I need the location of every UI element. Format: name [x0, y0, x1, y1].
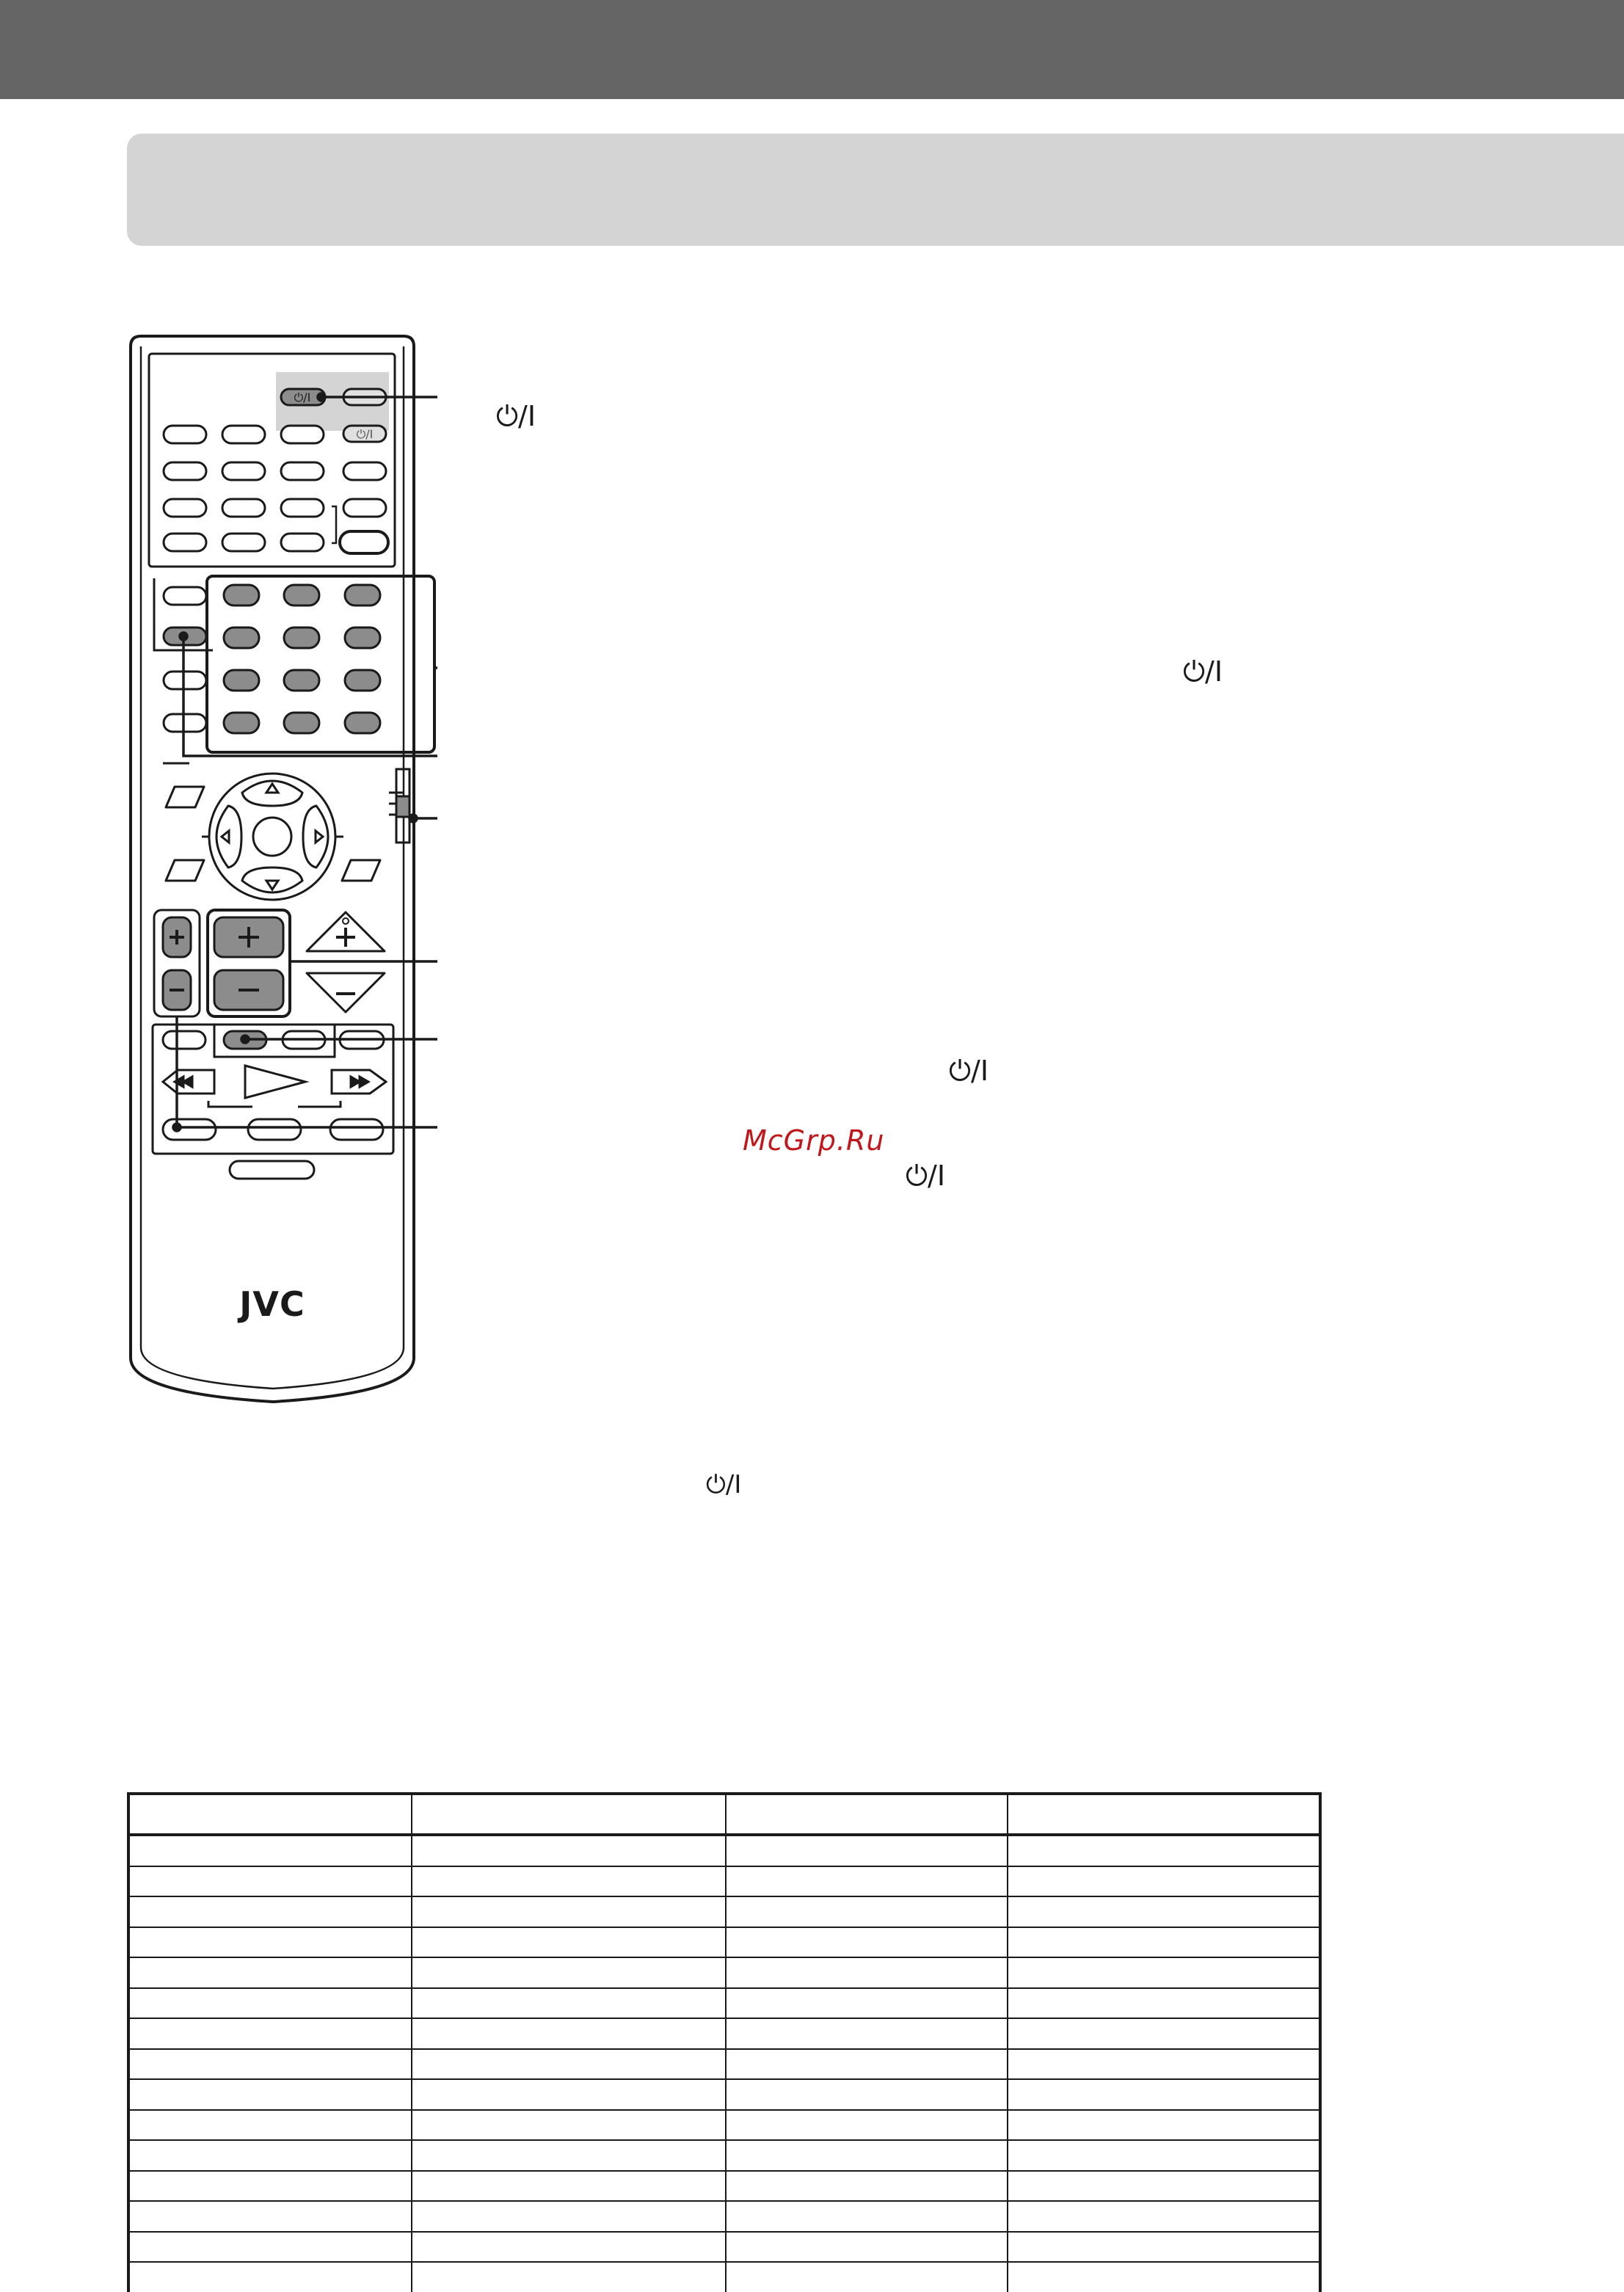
table-cell	[726, 1866, 1008, 1897]
table-row	[128, 1957, 1320, 1988]
table-cell	[128, 1927, 412, 1958]
table-cell	[726, 1927, 1008, 1958]
table-cell	[1008, 1988, 1320, 2019]
table-cell	[1008, 1927, 1320, 1958]
table-cell	[128, 2018, 412, 2049]
table-row	[128, 2171, 1320, 2202]
table-cell	[412, 2079, 726, 2110]
spec-table	[127, 1792, 1322, 2292]
table-cell	[412, 2262, 726, 2292]
remote-brand-logo: JVC	[239, 1284, 305, 1324]
table-cell	[1008, 2171, 1320, 2202]
table-cell	[726, 2140, 1008, 2171]
table-row	[128, 2232, 1320, 2263]
table-cell	[128, 2171, 412, 2202]
table-cell	[726, 2018, 1008, 2049]
table-cell	[412, 1927, 726, 1958]
table-cell	[412, 2140, 726, 2171]
table-cell	[412, 1866, 726, 1897]
table-cell	[726, 2201, 1008, 2232]
table-row	[128, 1988, 1320, 2019]
table-cell	[128, 2232, 412, 2263]
table-cell	[1008, 2232, 1320, 2263]
table-cell	[726, 1957, 1008, 1988]
table-row	[128, 1927, 1320, 1958]
play-button	[245, 1066, 305, 1098]
numeric-keypad	[224, 585, 380, 733]
table-header-row	[128, 1794, 1320, 1835]
table-cell	[1008, 1896, 1320, 1927]
table-cell	[412, 2110, 726, 2141]
enter-button	[253, 818, 291, 856]
footer-power-symbol: ⏻/I	[706, 1470, 742, 1499]
callout-power-symbol: ⏻/I	[949, 1055, 989, 1087]
callout-power-symbol: ⏻/I	[906, 1160, 946, 1192]
table-cell	[128, 2049, 412, 2080]
table-cell	[1008, 1957, 1320, 1988]
table-cell	[412, 1835, 726, 1866]
watermark: McGrp.Ru	[743, 1124, 885, 1157]
source-power-button-label: ⏻/I	[356, 427, 374, 441]
table-cell	[1008, 2262, 1320, 2292]
table-cell	[726, 1988, 1008, 2019]
table-row	[128, 2110, 1320, 2141]
table-cell	[412, 2232, 726, 2263]
table-cell	[1008, 2201, 1320, 2232]
table-cell	[726, 2049, 1008, 2080]
table-cell	[412, 2201, 726, 2232]
table-cell	[128, 1866, 412, 1897]
table-cell	[726, 2262, 1008, 2292]
table-row	[128, 2049, 1320, 2080]
table-cell	[726, 1896, 1008, 1927]
table-cell	[1008, 2049, 1320, 2080]
table-header-cell	[1008, 1794, 1320, 1835]
table-cell	[128, 1988, 412, 2019]
table-cell	[726, 2232, 1008, 2263]
table-row	[128, 2201, 1320, 2232]
table-cell	[412, 2171, 726, 2202]
table-cell	[1008, 1835, 1320, 1866]
table-cell	[412, 1957, 726, 1988]
table-cell	[128, 2110, 412, 2141]
table-cell	[412, 2049, 726, 2080]
table-header-cell	[128, 1794, 412, 1835]
table-cell	[726, 2171, 1008, 2202]
table-cell	[128, 2140, 412, 2171]
table-row	[128, 2018, 1320, 2049]
table-header-cell	[412, 1794, 726, 1835]
callout-power-symbol: ⏻/I	[496, 400, 536, 432]
callout-power-symbol: ⏻/I	[1183, 655, 1223, 688]
table-cell	[1008, 2140, 1320, 2171]
table-row	[128, 1866, 1320, 1897]
remote-body	[131, 336, 414, 1402]
table-row	[128, 2140, 1320, 2171]
table-cell	[128, 2079, 412, 2110]
table-cell	[726, 2110, 1008, 2141]
table-cell	[412, 2018, 726, 2049]
table-cell	[1008, 2018, 1320, 2049]
table-cell	[128, 1835, 412, 1866]
table-cell	[128, 1896, 412, 1927]
table-cell	[412, 1896, 726, 1927]
table-row	[128, 2262, 1320, 2292]
table-row	[128, 1896, 1320, 1927]
table-cell	[1008, 1866, 1320, 1897]
table-cell	[412, 1988, 726, 2019]
table-cell	[128, 2201, 412, 2232]
table-cell	[1008, 2110, 1320, 2141]
table-cell	[128, 2262, 412, 2292]
power-button-label: ⏻/I	[294, 390, 311, 404]
table-cell	[726, 2079, 1008, 2110]
table-header-cell	[726, 1794, 1008, 1835]
table-cell	[128, 1957, 412, 1988]
table-cell	[726, 1835, 1008, 1866]
table-row	[128, 1835, 1320, 1866]
table-row	[128, 2079, 1320, 2110]
table-cell	[1008, 2079, 1320, 2110]
